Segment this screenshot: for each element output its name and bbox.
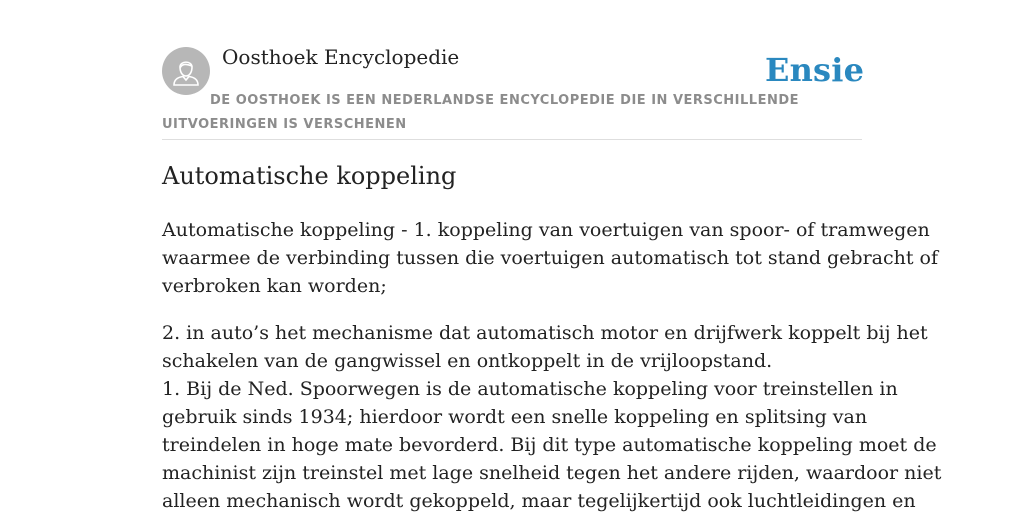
logo[interactable]: Ensie bbox=[765, 51, 865, 89]
article-line: 2. in auto’s het mechanisme dat automatisch motor en drijfwerk koppelt bij het bbox=[162, 322, 928, 344]
divider bbox=[162, 139, 862, 140]
article-line: waarmee de verbinding tussen die voertuigen automatisch tot stand gebracht of bbox=[162, 247, 939, 269]
article-line: verbroken kan worden; bbox=[162, 275, 387, 297]
article-line: schakelen van de gangwissel en ontkoppelt in de vrijloopstand. bbox=[162, 350, 773, 372]
article-line: Automatische koppeling - 1. koppeling van voertuigen van spoor- of tramwegen bbox=[162, 219, 930, 241]
article-line: 1. Bij de Ned. Spoorwegen is de automatische koppeling voor treinstellen in bbox=[162, 378, 898, 400]
article-title: Automatische koppeling bbox=[162, 162, 457, 190]
site-name[interactable]: Oosthoek Encyclopedie bbox=[222, 45, 460, 69]
avatar[interactable] bbox=[162, 47, 210, 95]
article-line: alleen mechanisch wordt gekoppeld, maar tegelijkertijd ook luchtleidingen en bbox=[162, 490, 916, 512]
article-body bbox=[162, 216, 942, 515]
site-description: DE OOSTHOEK IS EEN NEDERLANDSE ENCYCLOPEDIE DIE IN VERSCHILLENDE UITVOERINGEN IS VERSCHENEN bbox=[162, 93, 800, 132]
article-line: treindelen in hoge mate bevorderd. Bij dit type automatische koppeling moet de bbox=[162, 434, 937, 456]
article-line: gebruik sinds 1934; hierdoor wordt een snelle koppeling en splitsing van bbox=[162, 406, 868, 428]
user-icon bbox=[162, 47, 210, 95]
article-line: machinist zijn treinstel met lage snelheid tegen het andere rijden, waardoor niet bbox=[162, 462, 942, 484]
